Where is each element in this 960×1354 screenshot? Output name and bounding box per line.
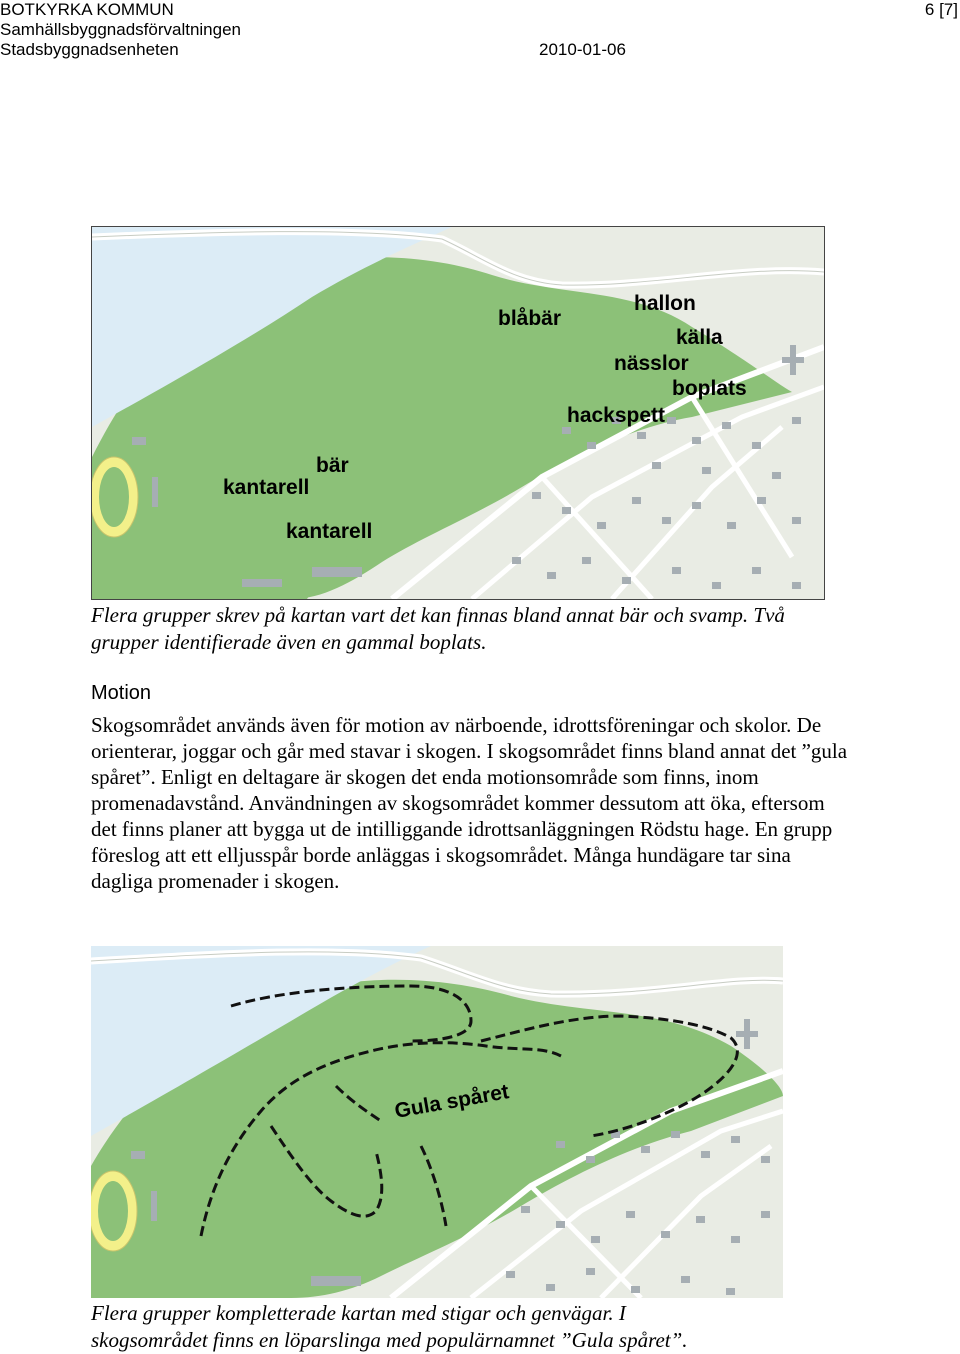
header-unit: Stadsbyggnadsenheten xyxy=(0,40,179,59)
section-body-motion: Skogsområdet används även för motion av närboende, idrottsföreningar och skolor. De orienterar, joggar och går med stavar i skogen. I skogsområdet finns bland annat det ”gula spåret”. Enligt en deltagare är skogen det enda motionsområde som finns, inom promenadavstånd. Användningen av skogsområdet kommer dessutom att öka, eftersom det finns planer att bygga ut de intilliggande idrottsanläggningen Rödstu hage. En grupp föreslog att ett elljusspår borde anläggas i skogsområdet. Många hundägare tar sina dagliga promenader i skogen. xyxy=(91,713,848,893)
map-label-hallon: hallon xyxy=(634,292,696,315)
map-label-hackspett: hackspett xyxy=(567,404,666,427)
header-page-number: 6 [7] xyxy=(924,0,958,19)
map-label-kantarell-1: kantarell xyxy=(223,476,310,499)
caption-map-2: Flera grupper kompletterade kartan med stigar och genvägar. I skogsområdet finns en löparslinga med populärnamnet ”Gula spåret”. xyxy=(91,1301,688,1352)
map-label-blabar: blåbär xyxy=(498,307,562,330)
section-heading-motion: Motion xyxy=(91,682,152,704)
caption-map-1: Flera grupper skrev på kartan vart det kan finnas bland annat bär och svamp. Två grupper identifierade även en gammal boplats. xyxy=(91,603,785,654)
header-date: 2010-01-06 xyxy=(539,40,626,59)
map-label-nasslor: nässlor xyxy=(614,352,689,375)
map-label-kalla: källa xyxy=(676,326,723,349)
map-label-boplats: boplats xyxy=(672,377,747,400)
map-label-kantarell-2: kantarell xyxy=(286,520,373,543)
header-org: BOTKYRKA KOMMUN xyxy=(0,0,174,19)
header-dept: Samhällsbyggnadsförvaltningen xyxy=(0,20,241,39)
forest-map-1 xyxy=(91,226,825,600)
forest-map-2 xyxy=(91,946,783,1298)
map-label-gula-sparet: Gula spåret xyxy=(392,1080,511,1123)
map-label-bar: bär xyxy=(316,454,349,477)
